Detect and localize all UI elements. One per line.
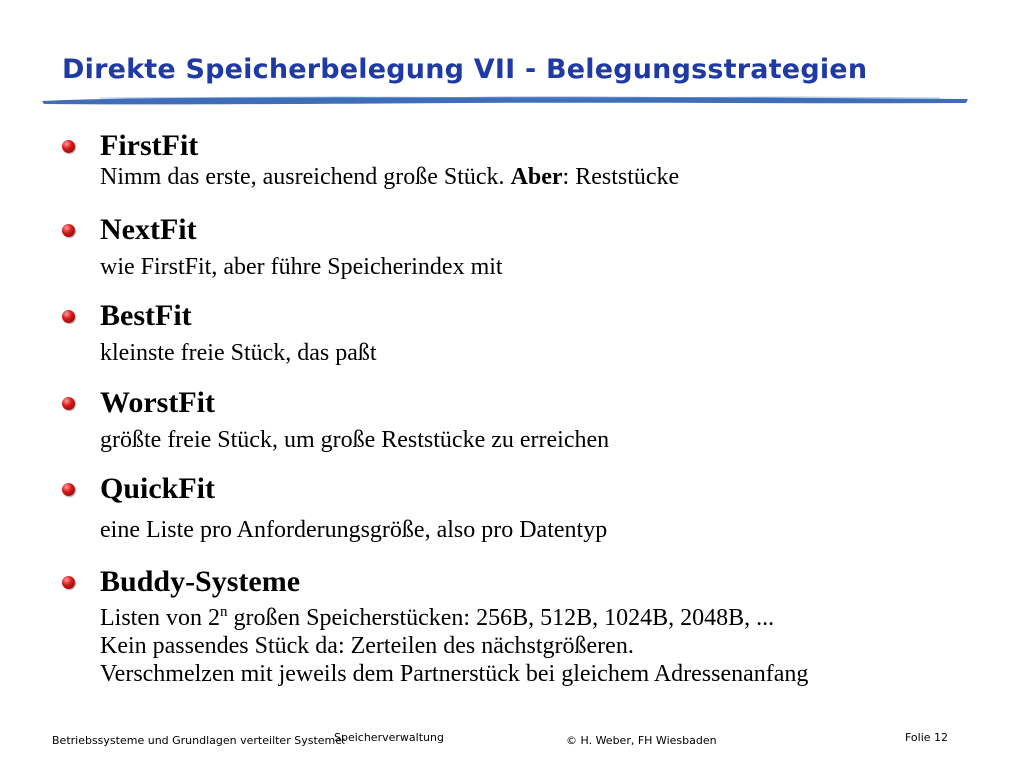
item-heading: NextFit [100, 213, 197, 246]
footer-topic: Speicherverwaltung [334, 731, 444, 744]
item-heading: WorstFit [100, 386, 215, 419]
title-underline-brushstroke [40, 92, 970, 108]
list-item-worstfit [100, 386, 609, 454]
item-description: wie FirstFit, aber führe Speicherindex mit [100, 254, 503, 280]
item-description [100, 163, 679, 191]
list-item-quickfit [100, 472, 607, 544]
desc-text: : Reststücke [562, 164, 680, 190]
slide-title: Direkte Speicherbelegung VII - Belegungsstrategien [62, 54, 868, 85]
item-description: eine Liste pro Anforderungsgröße, also pro Datentyp [100, 517, 608, 543]
footer-author: © H. Weber, FH Wiesbaden [566, 734, 717, 747]
desc-bold-text: Aber [510, 164, 563, 190]
item-description-line-3: Verschmelzen mit jeweils dem Partnerstück bei gleichem Adressenanfang [100, 661, 809, 687]
list-item-firstfit [100, 129, 679, 191]
item-heading: FirstFit [100, 129, 199, 162]
item-heading: BestFit [100, 299, 192, 332]
desc-text: großen Speicherstücken: 256B, 512B, 1024B, 2048B, ... [227, 605, 775, 631]
footer-course: Betriebssysteme und Grundlagen verteilter Systeme: [52, 734, 346, 747]
bullet-icon [62, 576, 75, 589]
list-item-bestfit [100, 299, 377, 367]
item-description: größte freie Stück, um große Reststücke zu erreichen [100, 427, 610, 453]
item-description: kleinste freie Stück, das paßt [100, 340, 377, 366]
bullet-icon [62, 140, 75, 153]
list-item-nextfit [100, 213, 503, 281]
bullet-icon [62, 397, 75, 410]
desc-text: Listen von 2 [100, 605, 220, 631]
item-heading: Buddy-Systeme [100, 565, 301, 598]
item-heading: QuickFit [100, 472, 216, 505]
list-item-buddy-systeme [100, 565, 808, 688]
bullet-icon [62, 483, 75, 496]
footer-slide-number: Folie 12 [905, 731, 949, 744]
desc-text: Nimm das erste, ausreichend große Stück. [100, 164, 511, 190]
superscript-n: n [220, 604, 228, 620]
bullet-icon [62, 310, 75, 323]
item-description-line-1 [100, 604, 808, 632]
bullet-icon [62, 224, 75, 237]
item-description-line-2: Kein passendes Stück da: Zerteilen des nächstgrößeren. [100, 633, 634, 659]
